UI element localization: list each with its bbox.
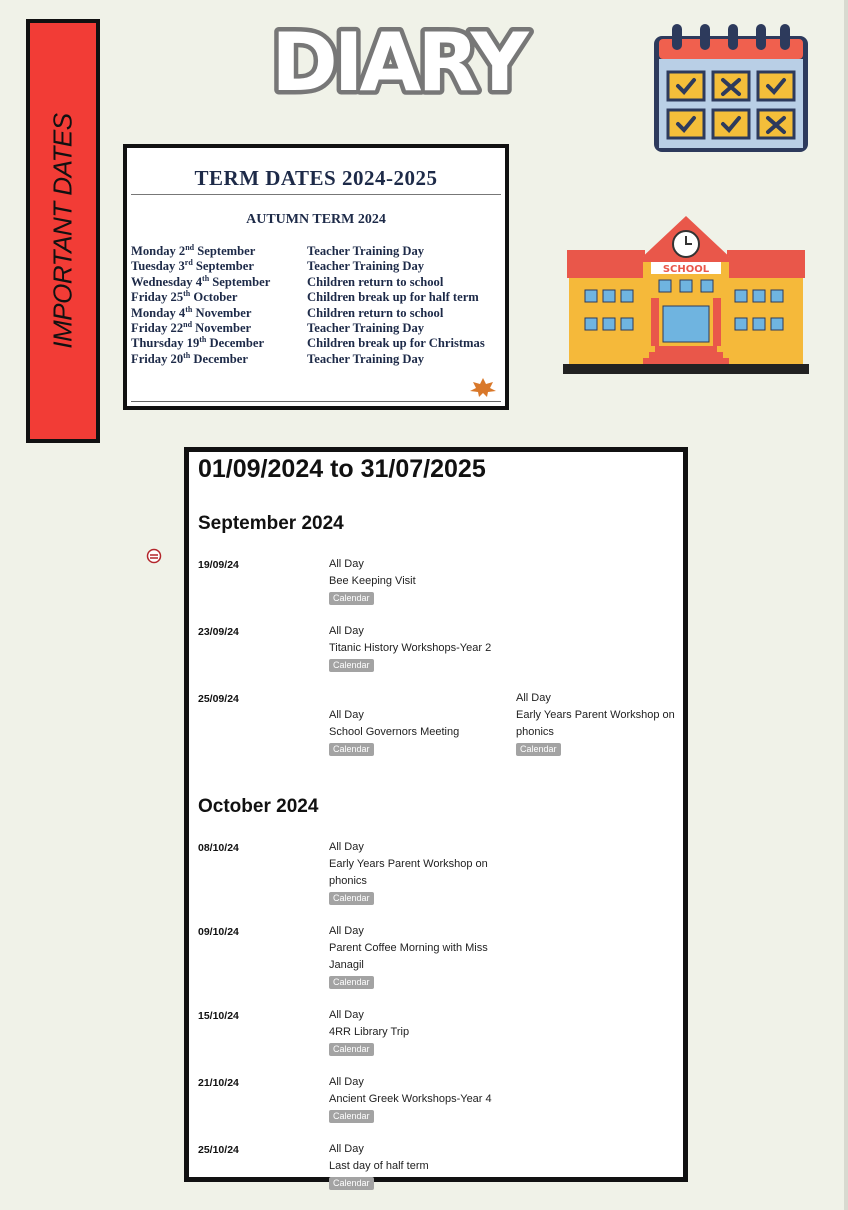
event-item[interactable] [329, 1074, 501, 1125]
month-heading-october: October 2024 [198, 796, 319, 817]
term-row: Tuesday 3rd September Teacher Training Day [131, 258, 425, 274]
date-range-title: 01/09/2024 to 31/07/2025 [198, 455, 486, 483]
event-item[interactable] [329, 1141, 501, 1192]
event-item[interactable] [329, 923, 499, 991]
event-time: All Day [329, 1076, 364, 1088]
event-date: 09/10/24 [198, 926, 239, 938]
event-time: All Day [516, 692, 551, 704]
term-row: Monday 2nd September Teacher Training Day [131, 242, 425, 258]
event-date: 08/10/24 [198, 842, 239, 854]
calendar-badge[interactable]: Calendar [516, 743, 561, 756]
event-date: 25/09/24 [198, 693, 239, 705]
term-row: Friday 25th October Children break up for half term [131, 288, 479, 305]
calendar-icon [652, 22, 810, 154]
term-subtitle: AUTUMN TERM 2024 [246, 212, 386, 227]
svg-text:SCHOOL: SCHOOL [662, 264, 710, 275]
events-calendar-panel [184, 447, 688, 1188]
event-title[interactable]: Bee Keeping Visit [329, 575, 416, 587]
event-time: All Day [329, 625, 364, 637]
school-icon [563, 216, 809, 376]
event-title[interactable]: Titanic History Workshops-Year 2 [329, 642, 492, 654]
event-item[interactable] [329, 623, 501, 674]
term-dates-title: TERM DATES 2024-2025 [194, 166, 438, 190]
event-item[interactable] [329, 1007, 501, 1058]
important-dates-banner [26, 19, 100, 443]
calendar-badge[interactable]: Calendar [329, 1110, 374, 1123]
autumn-leaf-icon [469, 376, 497, 398]
calendar-badge[interactable]: Calendar [329, 743, 374, 756]
event-date: 19/09/24 [198, 559, 239, 571]
event-title[interactable]: Ancient Greek Workshops-Year 4 [329, 1093, 492, 1105]
month-heading-september: September 2024 [198, 513, 344, 534]
important-dates-label: IMPORTANT DATES [47, 113, 78, 349]
term-row: Wednesday 4th September Children return to school [131, 273, 444, 289]
calendar-badge[interactable]: Calendar [329, 976, 374, 989]
term-row: Friday 20th December Teacher Training Day [131, 350, 425, 366]
event-date: 23/09/24 [198, 626, 239, 638]
divider [131, 194, 501, 195]
term-row: Thursday 19th December Children break up for Christmas [131, 335, 485, 351]
event-time: All Day [329, 841, 364, 853]
event-title[interactable]: Parent Coffee Morning with Miss Janagil [329, 942, 488, 971]
calendar-badge[interactable]: Calendar [329, 892, 374, 905]
event-date: 21/10/24 [198, 1077, 239, 1089]
calendar-badge[interactable]: Calendar [329, 659, 374, 672]
event-title[interactable]: Early Years Parent Workshop on phonics [516, 709, 675, 738]
calendar-feed-icon[interactable] [146, 548, 162, 564]
event-title[interactable]: School Governors Meeting [329, 726, 460, 738]
term-row: Friday 22nd November Teacher Training Day [131, 319, 425, 335]
event-date: 25/10/24 [198, 1144, 239, 1156]
event-item[interactable] [516, 690, 688, 758]
event-title[interactable]: 4RR Library Trip [329, 1026, 410, 1038]
event-date: 15/10/24 [198, 1010, 239, 1022]
event-item[interactable] [329, 839, 499, 907]
term-dates-card [123, 144, 509, 410]
term-dates-list [131, 244, 503, 367]
calendar-badge[interactable]: Calendar [329, 592, 374, 605]
calendar-badge[interactable]: Calendar [329, 1043, 374, 1056]
event-time: All Day [329, 1009, 364, 1021]
event-time: All Day [329, 558, 364, 570]
event-time: All Day [329, 925, 364, 937]
event-item[interactable] [329, 556, 501, 607]
page-edge [844, 0, 848, 1210]
event-time: All Day [329, 709, 364, 721]
event-title[interactable]: Early Years Parent Workshop on phonics [329, 858, 488, 887]
event-item[interactable] [329, 707, 501, 758]
diary-title-text: DIARY [271, 16, 525, 109]
diary-title [271, 8, 525, 118]
term-row: Monday 4th November Children return to school [131, 304, 444, 320]
calendar-badge[interactable]: Calendar [329, 1177, 374, 1190]
event-time: All Day [329, 1143, 364, 1155]
divider [131, 401, 501, 402]
event-title[interactable]: Last day of half term [329, 1160, 429, 1172]
